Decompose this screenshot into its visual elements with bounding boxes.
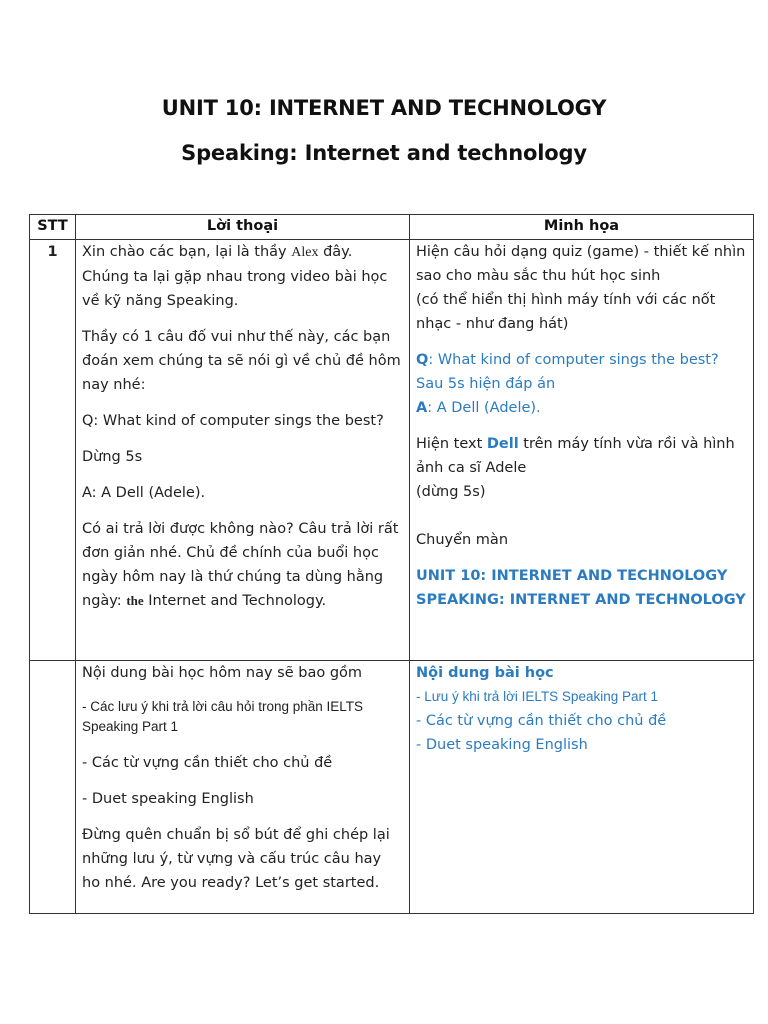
greeting-text: Xin chào các bạn, lại là thầy: [82, 244, 292, 260]
dialogue-item-duet: - Duet speaking English: [82, 791, 254, 807]
topic-text: Có ai trả lời được không nào? Câu trả lời rất đơn giản nhé. Chủ đề chính của buổi học ngày hôm nay là thứ chúng ta dùng hằng ngày:: [82, 521, 399, 609]
greeting-text-end: đây. Chúng ta lại gặp nhau trong video bài học về kỹ năng Speaking.: [82, 244, 388, 309]
table-row: [30, 661, 754, 914]
illustration-item-duet: - Duet speaking English: [416, 737, 588, 753]
dialogue-answer: A: A Dell (Adele).: [82, 485, 206, 501]
dialogue-reminder: Đừng quên chuẩn bị sổ bút để ghi chép lại những lưu ý, từ vựng và cấu trúc câu hay ho nhé. Are you ready? Let’s get started.: [82, 827, 390, 891]
illustration-unit-title: UNIT 10: INTERNET AND TECHNOLOGY: [416, 568, 728, 584]
topic-text-end: Internet and Technology.: [143, 593, 327, 609]
table-header-row: [30, 215, 754, 240]
illustration-after-note: Sau 5s hiện đáp án: [416, 376, 556, 392]
illustration-show-dell: [416, 432, 747, 480]
dialogue-item-ielts: - Các lưu ý khi trả lời câu hỏi trong phần IELTS Speaking Part 1: [82, 699, 364, 734]
illustration-item-ielts: - Lưu ý khi trả lời IELTS Speaking Part 1: [416, 689, 658, 704]
illustration-speaking-title: SPEAKING: INTERNET AND TECHNOLOGY: [416, 592, 746, 608]
script-table: [29, 214, 754, 914]
question-text: : What kind of computer sings the best?: [428, 352, 719, 368]
dialogue-question: Q: What kind of computer sings the best?: [82, 413, 384, 429]
column-header-dialogue: Lời thoại: [76, 215, 410, 240]
answer-text: : A Dell (Adele).: [427, 400, 541, 416]
dialogue-cell: [76, 240, 410, 661]
document-subtitle: Speaking: Internet and technology: [181, 141, 587, 165]
illustration-content-heading: Nội dung bài học: [416, 665, 554, 681]
illustration-cell: [410, 240, 754, 661]
row-number: 1: [30, 240, 76, 661]
illustration-question: [416, 348, 747, 372]
column-header-stt: STT: [30, 215, 76, 240]
dialogue-cell: [76, 661, 410, 914]
answer-label: A: [416, 400, 428, 416]
illustration-transition: Chuyển màn: [416, 532, 509, 548]
illustration-pause: (dừng 5s): [416, 484, 486, 500]
show-text-end: trên máy tính vừa rồi và hình ảnh ca sĩ Adele: [416, 436, 735, 476]
column-header-illustration: Minh họa: [410, 215, 754, 240]
dialogue-riddle-intro: Thầy có 1 câu đố vui như thế này, các bạn đoán xem chúng ta sẽ nói gì về chủ đề hôm nay nhé:: [82, 329, 401, 393]
show-text: Hiện text: [416, 436, 487, 452]
teacher-name: Alex: [291, 245, 319, 260]
document-title: UNIT 10: INTERNET AND TECHNOLOGY: [161, 96, 607, 120]
dell-highlight: Dell: [486, 436, 519, 452]
illustration-cell: [410, 661, 754, 914]
dialogue-content-intro: Nội dung bài học hôm nay sẽ bao gồm: [82, 665, 363, 681]
topic-article: the: [126, 593, 144, 608]
row-number: [30, 661, 76, 914]
illustration-answer: [416, 396, 747, 420]
question-label: Q: [416, 352, 429, 368]
dialogue-item-vocab: - Các từ vựng cần thiết cho chủ đề: [82, 755, 333, 771]
dialogue-pause: Dừng 5s: [82, 449, 143, 465]
dialogue-topic: [82, 517, 403, 613]
dialogue-greeting: [82, 240, 403, 313]
table-row: [30, 240, 754, 661]
illustration-computer-note: (có thể hiển thị hình máy tính với các nốt nhạc - như đang hát): [416, 292, 716, 332]
illustration-item-vocab: - Các từ vựng cần thiết cho chủ đề: [416, 713, 667, 729]
illustration-quiz-note: Hiện câu hỏi dạng quiz (game) - thiết kế nhìn sao cho màu sắc thu hút học sinh: [416, 244, 746, 284]
